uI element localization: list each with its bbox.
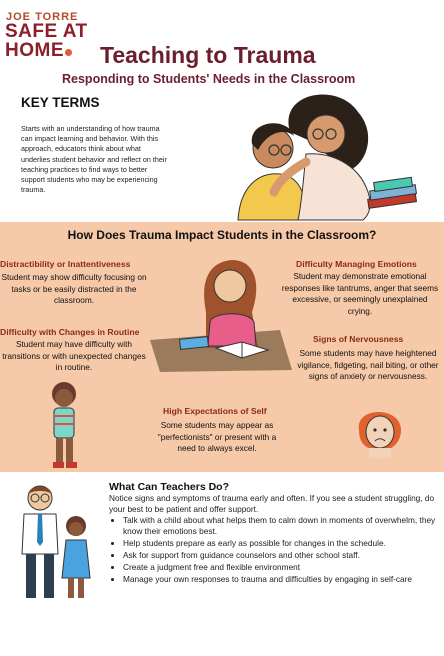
brand-top-line: JOE TORRE: [6, 11, 79, 23]
teacher-child-standing-illustration: [10, 482, 100, 602]
impact-item-text-emotions: Student may demonstrate emotional responses like tantrums, anger that seems excessive, or seemingly unexplained crying.: [281, 271, 439, 316]
brand-line-1: SAFE AT: [5, 21, 88, 42]
page-title: Teaching to Trauma: [100, 42, 316, 68]
list-item: • Ask for support from guidance counselors and other school staff.: [123, 550, 444, 561]
impact-item-text-nervousness: Some students may have heightened vigilance, fidgeting, nail biting, or other signs of anxiety or nervousness.: [297, 348, 439, 381]
impact-item-title-nervousness: Signs of Nervousness: [313, 334, 404, 344]
teachers-heading: What Can Teachers Do?: [109, 481, 229, 493]
brand-line-2: [5, 41, 88, 60]
nervous-child-illustration: [355, 400, 405, 458]
upset-girl-illustration: [40, 380, 90, 472]
brand-logo: [5, 22, 88, 60]
list-item: • Create a judgment free and flexible environment: [123, 562, 444, 573]
brand-dot-icon: [65, 49, 72, 56]
teachers-list: [109, 515, 444, 586]
list-item: • Talk with a child about what helps them to calm down in moments of overwhelm, they know their emotions best.: [123, 515, 444, 537]
impact-item-title-emotions: Difficulty Managing Emotions: [296, 259, 417, 269]
page-subtitle: Responding to Students' Needs in the Classroom: [62, 72, 356, 86]
teacher-student-illustration: [218, 92, 436, 220]
list-item: • Help students prepare as early as possible for changes in the schedule.: [123, 538, 444, 549]
distracted-student-illustration: [150, 252, 292, 372]
impact-item-title-routine: Difficulty with Changes in Routine: [0, 327, 140, 337]
brand-line-2-text: HOME: [5, 40, 64, 61]
list-item: • Manage your own responses to trauma and difficulties by engaging in self-care: [123, 574, 444, 585]
impact-item-title-distractibility: Distractibility or Inattentiveness: [0, 259, 131, 269]
key-terms-heading: KEY TERMS: [21, 95, 100, 110]
key-terms-text: Starts with an understanding of how trauma can impact learning and behavior. With this approach, educators think about what underlies student behavior and reflect on their teaching practices to find ways to better support students who may be experiencing trauma.: [21, 124, 167, 195]
impact-item-title-expectations: High Expectations of Self: [163, 406, 267, 416]
impact-item-text-routine: Student may have difficulty with transitions or with unexpected changes in routine.: [2, 339, 146, 372]
impact-heading: How Does Trauma Impact Students in the Classroom?: [67, 228, 377, 242]
impact-item-text-expectations: Some students may appear as "perfectionists" or present with a need to always excel.: [157, 420, 277, 453]
impact-item-text-distractibility: Student may show difficulty focusing on tasks or be easily distracted in the classroom.: [1, 272, 147, 305]
teachers-intro: Notice signs and symptoms of trauma early and often. If you see a student struggling, do your best to be patient and offer support.: [109, 493, 435, 514]
